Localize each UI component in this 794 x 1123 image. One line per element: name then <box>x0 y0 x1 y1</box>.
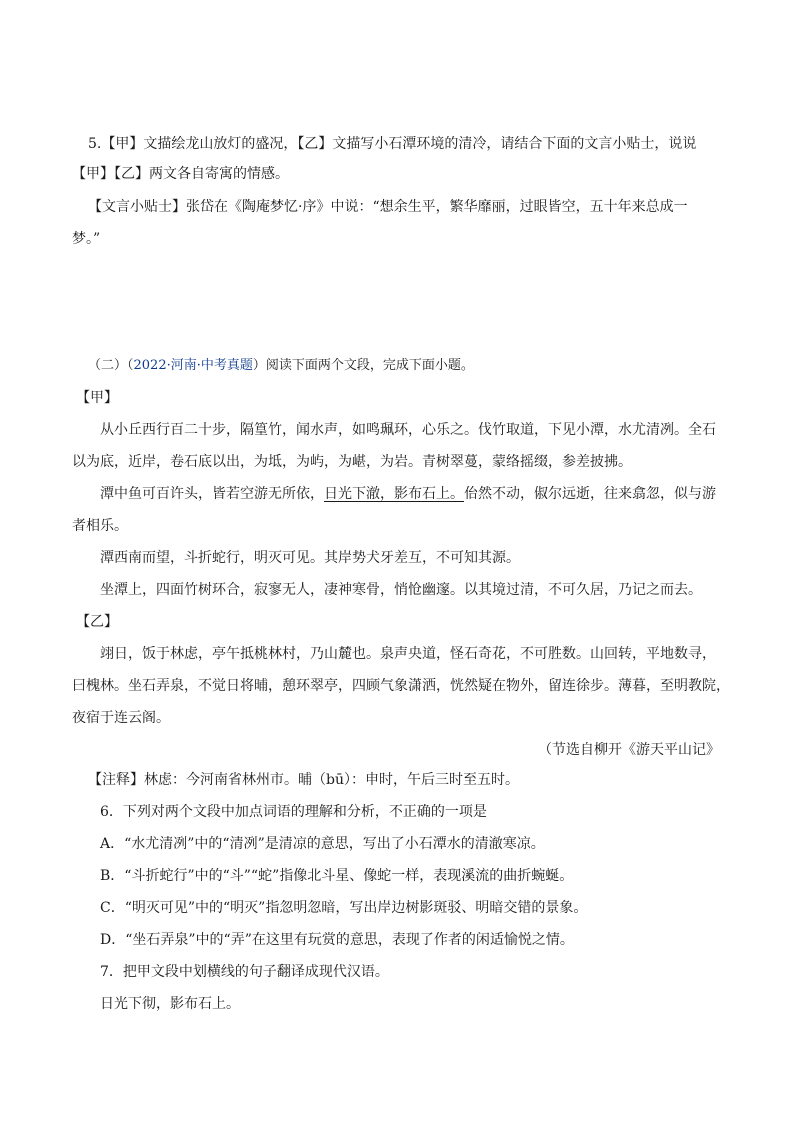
q5-tip-line-2: 梦。” <box>72 231 101 247</box>
q5-line-2: 【甲】【乙】两文各自寄寓的情感。 <box>72 166 289 182</box>
jia-p1-line-2: 以为底，近岸，卷石底以出，为坻，为屿，为嵁，为岩。青树翠蔓，蒙络摇缀，参差披拂。 <box>72 454 632 470</box>
q5-tip-line-1: 【文言小贴士】张岱在《陶庵梦忆·序》中说：“想余生平，繁华靡丽，过眼皆空，五十年来总成一 <box>88 199 688 215</box>
jia-p4: 坐潭上，四面竹树环合，寂寥无人，凄神寒骨，悄怆幽邃。以其境过清，不可久居，乃记之而去。 <box>100 582 702 598</box>
annotation-note: 【注释】林虑：今河南省林州市。晡（bū）：申时，午后三时至五时。 <box>88 772 519 788</box>
yi-line-3: 夜宿于连云阁。 <box>72 710 170 726</box>
jia-p2-line-1 <box>100 484 750 504</box>
jia-p3: 潭西南而望，斗折蛇行，明灭可见。其岸势犬牙差互，不可知其源。 <box>100 550 520 566</box>
jia-p2-line-2: 者相乐。 <box>72 518 128 534</box>
jia-p2-text-a: 潭中鱼可百许头，皆若空游无所依， <box>100 486 324 502</box>
jia-p1-line-1: 从小丘西行百二十步，隔篁竹，闻水声，如鸣珮环，心乐之。伐竹取道，下见小潭，水尤清冽。全石 <box>100 422 716 438</box>
q6-option-d: D．“坐石弄泉”中的“弄”在这里有玩赏的意思，表现了作者的闲适愉悦之情。 <box>100 932 574 948</box>
yi-line-1: 翊日，饭于林虑，亭午抵桃林村，乃山麓也。泉声央道，怪石奇花，不可胜数。山回转，平地数寻， <box>100 646 716 662</box>
section-2-prefix: （二）（ <box>88 358 134 373</box>
yi-label: 【乙】 <box>76 614 118 630</box>
yi-line-2: 曰槐林。坐石弄泉，不觉日将晡，憩环翠亭，四顾气象潇洒，恍然疑在物外，留连徐步。薄暮，至明教院， <box>72 678 730 694</box>
q7-sentence: 日光下彻，影布石上。 <box>100 996 240 1012</box>
jia-underlined-sentence: 日光下澈，影布石上。 <box>324 486 464 502</box>
q6-option-a: A．“水尤清冽”中的“清冽”是清凉的意思，写出了小石潭水的清澈寒凉。 <box>100 836 545 852</box>
q6-option-b: B．“斗折蛇行”中的“斗”“蛇”指像北斗星、像蛇一样，表现溪流的曲折蜿蜒。 <box>100 868 574 884</box>
jia-p2-text-b: 佁然不动，俶尔远逝，往来翕忽，似与游 <box>464 486 716 502</box>
q6-option-c: C．“明灭可见”中的“明灭”指忽明忽暗，写出岸边树影斑驳、明暗交错的景象。 <box>100 900 588 916</box>
yi-source: （节选自柳开《游天平山记》 <box>538 742 720 758</box>
q7-stem: 7．把甲文段中划横线的句子翻译成现代汉语。 <box>100 964 389 980</box>
section-2-heading <box>88 356 738 376</box>
q6-stem: 6．下列对两个文段中加点词语的理解和分析，不正确的一项是 <box>100 804 487 820</box>
section-2-suffix: ）阅读下面两个文段，完成下面小题。 <box>252 358 474 373</box>
q5-line-1: 5.【甲】文描绘龙山放灯的盛况，【乙】文描写小石潭环境的清冷，请结合下面的文言小贴士，说说 <box>88 136 697 152</box>
section-2-source-meta: 2022·河南·中考真题 <box>133 358 253 373</box>
jia-label: 【甲】 <box>76 390 118 406</box>
